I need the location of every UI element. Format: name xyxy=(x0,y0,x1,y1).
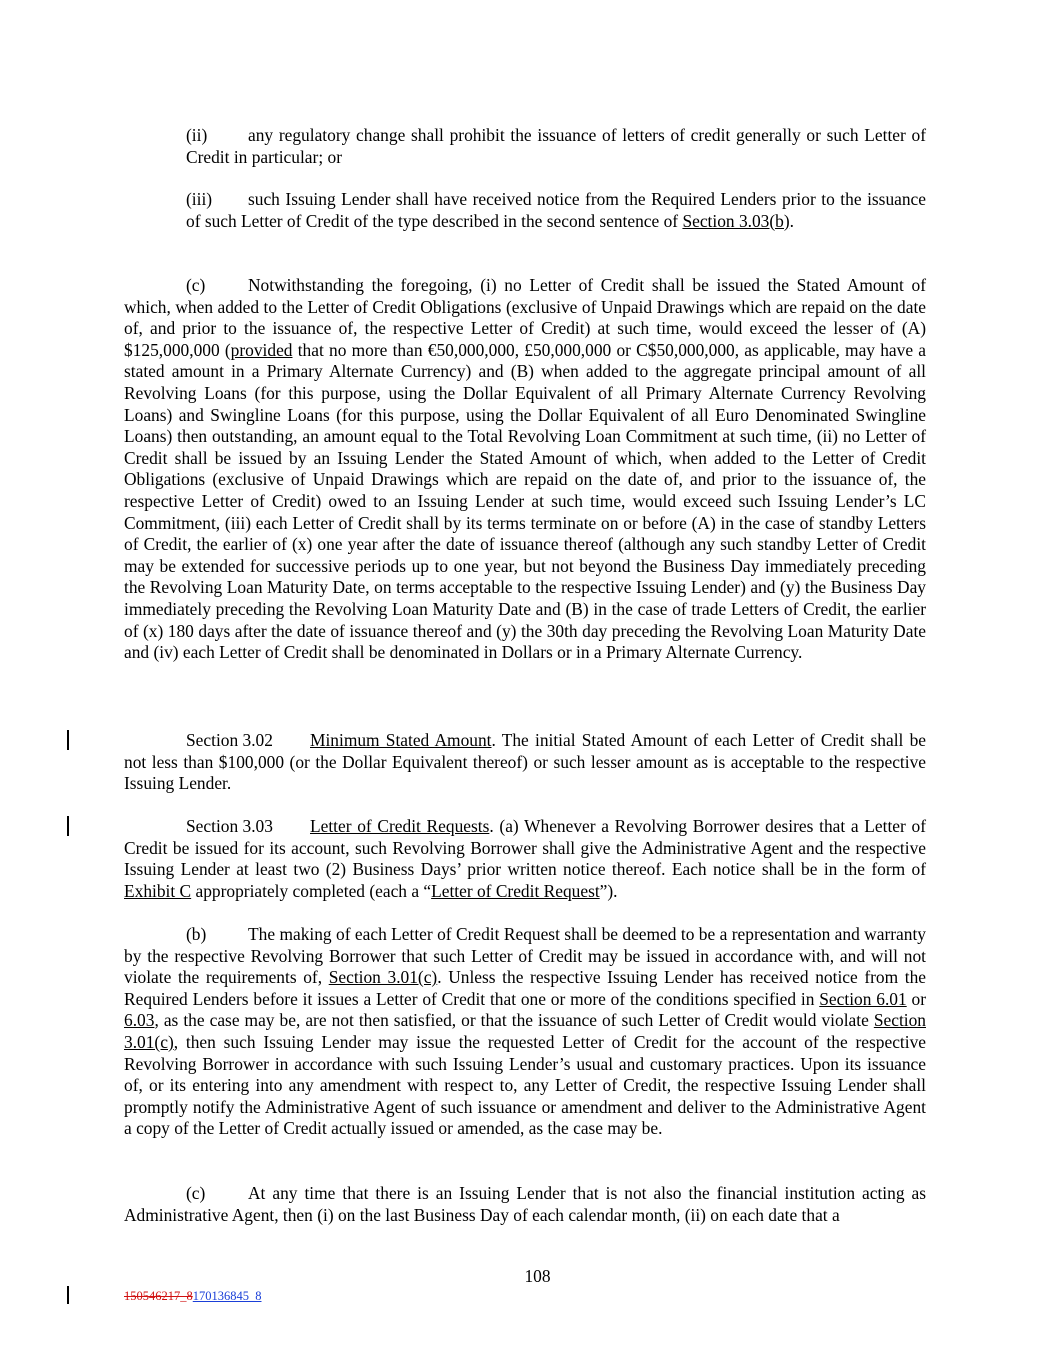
revision-change-bar xyxy=(67,816,69,836)
paragraph-c-limits xyxy=(124,275,926,664)
section-heading: Minimum Stated Amount xyxy=(310,730,492,750)
paragraph-c-administrative-agent xyxy=(124,1183,926,1226)
section-3-03: Section 3.03 Letter of Credit Requests. (a) Whenever a Revolving Borrower desires that a Letter of Credit be issued for its account, such Revolving Borrower shall give the Administrative Agent and the respective Issuing Lender at least two (2) Business Days’ prior written notice thereof. Each notice shall be in the form of Exhibit C appropriately completed (each a “Letter of Credit Request”). xyxy=(124,816,926,901)
paragraph-text: At any time that there is an Issuing Lender that is not also the financial institution acting as Administrative Agent, then (i) on the last Business Day of each calendar month, (ii) on each date that a xyxy=(124,1183,926,1225)
paragraph-text: such Issuing Lender shall have received notice from the Required Lenders prior to the issuance of such Letter of Credit of the type described in the second sentence of xyxy=(186,189,926,231)
document-id xyxy=(124,1288,262,1304)
paragraph-ii xyxy=(186,125,926,168)
paragraph-number: (b) xyxy=(186,924,207,944)
revision-change-bar xyxy=(67,1286,69,1304)
paragraph-text-cont: that no more than €50,000,000, £50,000,000 or C$50,000,000, as applicable, may have a stated amount in a Primary Alternate Currency) and (B) when added to the aggregate principal amount of all Revolving Loans (for this purpose, using the Dollar Equivalent of all Primary Alternate Currency Revolving Loans) and Swingline Loans (for this purpose, using the Dollar Equivalent of all Euro Denominated Swingline Loans) then outstanding, an amount equal to the Total Revolving Loan Commitment at such time, (ii) no Letter of Credit shall be issued by an Issuing Lender the Stated Amount of which, when added to the Letter of Credit Obligations (exclusive of Unpaid Drawings which are repaid on the date of, and prior to the issuance of, the respective Letter of Credit) owed to an Issuing Lender at such time, would exceed such Issuing Lender’s LC Commitment, (iii) each Letter of Credit shall by its terms terminate on or before (A) in the case of standby Letters of Credit, the earlier of (x) one year after the date of issuance thereof (although any such standby Letter of Credit may be extended for successive periods up to one year, but not beyond the Business Day immediately preceding the Revolving Loan Maturity Date, on terms acceptable to the respective Issuing Lender) and (y) the Business Day immediately preceding the Revolving Loan Maturity Date and (B) in the case of trade Letters of Credit, the earlier of (x) 180 days after the date of issuance thereof and (y) the 30th day preceding the Revolving Loan Maturity Date and (iv) each Letter of Credit shall be denominated in Dollars or in a Primary Alternate Currency. xyxy=(124,339,926,663)
paragraph-number: (iii) xyxy=(186,189,213,209)
paragraph-number: (c) xyxy=(186,275,206,295)
section-reference-link[interactable]: Section 3.03(b) xyxy=(682,210,790,231)
deleted-document-id: 150546217_8 xyxy=(124,1289,193,1303)
paragraph-b: (b) The making of each Letter of Credit Request shall be deemed to be a representation and warranty by the respective Revolving Borrower that such Letter of Credit may be issued in accordance with, and will not violate the requirements of, Section 3.01(c). Unless the respective Issuing Lender has received notice from the Required Lenders before it issues a Letter of Credit that one or more of the conditions specified in Section 6.01 or 6.03, as the case may be, are not then satisfied, or that the issuance of such Letter of Credit would violate Section 3.01(c), then such Issuing Lender may issue the requested Letter of Credit for the account of the respective Revolving Borrower in accordance with such Issuing Lender’s usual and customary practices. Upon its issuance of, or its entering into any amendment with respect to, any Letter of Credit, the respective Issuing Lender shall promptly notify the Administrative Agent of such issuance or amendment and deliver to the Administrative Agent a copy of the Letter of Credit actually issued or amended, as the case may be. xyxy=(124,924,927,1139)
defined-term-letter-of-credit-request: Letter of Credit Request xyxy=(431,880,600,901)
paragraph-number: (ii) xyxy=(186,125,208,145)
exhibit-reference-link[interactable]: Exhibit C xyxy=(124,880,192,901)
section-label: Section 3.03 xyxy=(186,816,273,836)
section-heading: Letter of Credit Requests xyxy=(310,816,490,836)
paragraph-number: (c) xyxy=(186,1183,206,1203)
section-reference-link[interactable]: 6.03 xyxy=(124,1010,155,1031)
paragraph-text: any regulatory change shall prohibit the issuance of letters of credit generally or such Letter of Credit in particular; or xyxy=(186,125,926,167)
section-3-02 xyxy=(124,730,926,795)
section-reference-link[interactable]: Section 6.01 xyxy=(819,988,907,1009)
section-reference-link[interactable]: Section 3.01(c) xyxy=(328,967,438,988)
paragraph-text: Notwithstanding the foregoing, (i) no Letter of Credit shall be issued the Stated Amount of which, when added to the Letter of Credit Obligations (exclusive of Unpaid Drawings which are repaid on the date of, and prior to the issuance of, the respective Letter of Credit) at such time, would exceed the lesser of (A) $125,000,000 ( xyxy=(124,275,926,360)
revision-change-bar xyxy=(67,730,69,750)
inserted-document-id: 170136845_8 xyxy=(192,1289,262,1303)
paragraph-text: . The initial Stated Amount of each Letter of Credit shall be not less than $100,000 (or the Dollar Equivalent thereof) or such lesser amount as is acceptable to the respective Issuing Lender. xyxy=(124,730,926,794)
section-reference-link[interactable]: Section 3.01(c) xyxy=(124,1010,926,1052)
defined-term-provided: provided xyxy=(230,339,293,360)
paragraph-iii: (iii) such Issuing Lender shall have received notice from the Required Lenders prior to the issuance of such Letter of Credit of the type described in the second sentence of Section 3.03(b). xyxy=(186,189,926,231)
paragraph-text: . (a) Whenever a Revolving Borrower desires that a Letter of Credit be issued for its account, such Revolving Borrower shall give the Administrative Agent and the respective Issuing Lender at least two (2) Business Days’ prior written notice thereof. Each notice shall be in the form of xyxy=(124,816,926,880)
paragraph-text: The making of each Letter of Credit Request shall be deemed to be a representation and warranty by the respective Revolving Borrower that such Letter of Credit may be issued in accordance with, and will not violate the requirements of, xyxy=(124,924,926,988)
page-number: 108 xyxy=(524,1266,551,1286)
section-label: Section 3.02 xyxy=(186,730,273,750)
